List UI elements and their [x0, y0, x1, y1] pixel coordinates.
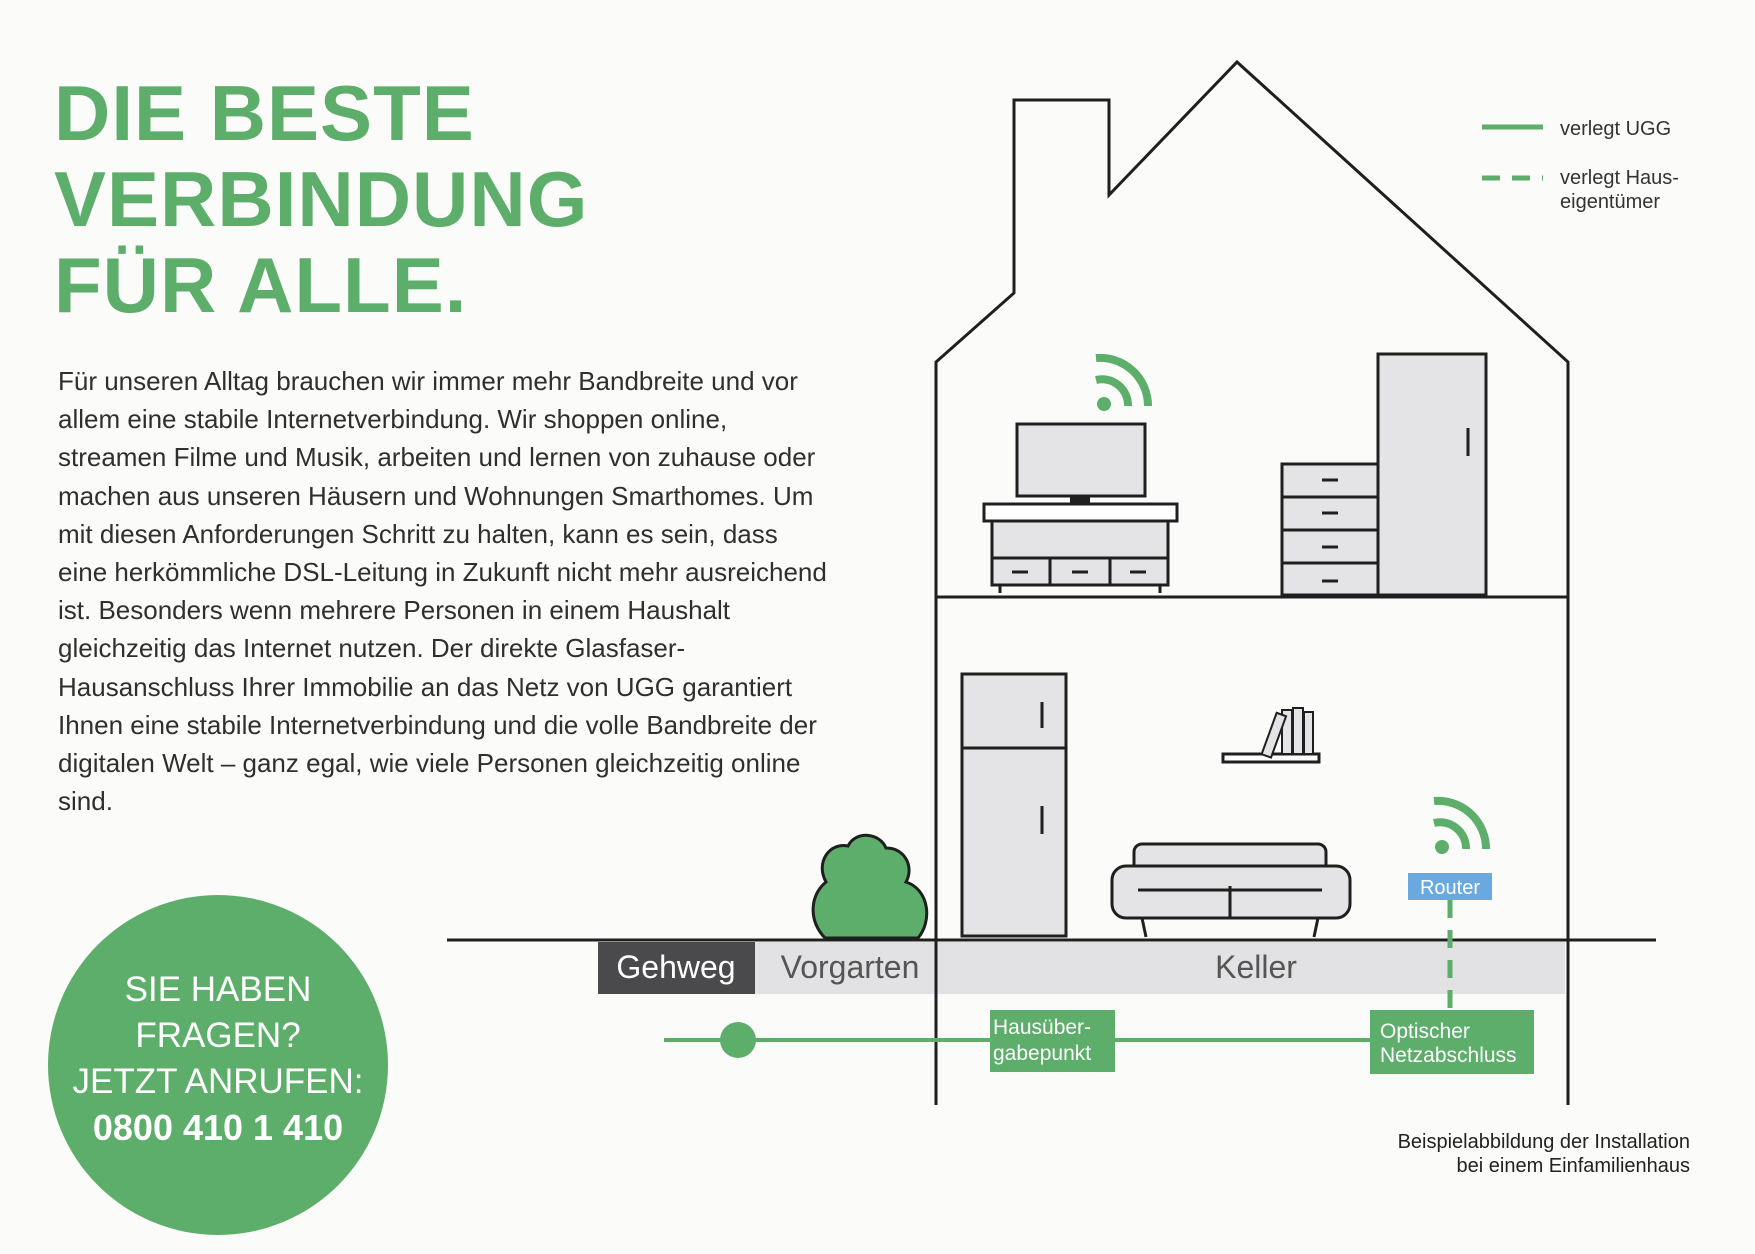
wifi-icon — [1096, 358, 1148, 411]
wifi-icon — [1434, 801, 1486, 854]
legend-solid-label: verlegt UGG — [1560, 118, 1672, 140]
headline-line-2: VERBINDUNG — [54, 155, 589, 243]
sideboard-icon — [984, 504, 1177, 593]
headline-line-1: DIE BESTE — [54, 69, 475, 157]
vorgarten-label: Vorgarten — [780, 949, 920, 985]
phone-number[interactable]: 0800 410 1 410 — [92, 1107, 344, 1148]
call-line-1: SIE HABEN — [124, 970, 312, 1009]
call-line-3: JETZT ANRUFEN: — [72, 1062, 364, 1101]
illustration-caption — [1250, 1130, 1690, 1178]
headline-line-3: FÜR ALLE. — [54, 241, 468, 329]
legend-dashed-label-line-1: verlegt Haus- — [1560, 167, 1679, 189]
router-label: Router — [1419, 877, 1481, 899]
caption-line-1: Beispielabbildung der Installation — [1397, 1131, 1690, 1153]
legend — [1482, 118, 1679, 213]
hausuebergabepunkt-line-1: Hausüber- — [993, 1016, 1092, 1039]
optischer-netzabschluss-line-2: Netzabschluss — [1380, 1044, 1517, 1067]
bush-icon — [813, 835, 927, 938]
sofa-icon — [1112, 844, 1350, 937]
legend-dashed-label-line-2: eigentümer — [1560, 191, 1661, 213]
bookshelf-icon — [1223, 708, 1319, 762]
fridge-icon — [962, 674, 1066, 936]
call-line-2: FRAGEN? — [135, 1016, 301, 1055]
tv-icon — [1017, 424, 1145, 504]
fiber-connection-point — [720, 1022, 756, 1058]
optischer-netzabschluss-line-1: Optischer — [1380, 1020, 1470, 1043]
wardrobe-icon — [1378, 354, 1486, 595]
caption-line-2: bei einem Einfamilienhaus — [1456, 1155, 1690, 1177]
keller-label: Keller — [1215, 949, 1297, 985]
intro-paragraph: Für unseren Alltag brauchen wir immer mehr Bandbreite und vor allem eine stabile Internetverbindung. Wir shoppen online, streamen Filme und Musik, arbeiten und lernen von zuhause oder machen aus unseren Häusern und Wohnungen Smarthomes. Um mit diesen Anforderungen Schritt zu halten, kann es sein, dass eine herkömmliche DSL-Leitung in Zukunft nicht mehr ausreichend ist. Besonders wenn mehrere Personen in einem Haushalt gleichzeitig das Internet nutzen. Der direkte Glasfaser-Hausanschluss Ihrer Immobilie an das Netz von UGG garantiert Ihnen eine stabile Internetverbindung und die volle Bandbreite der digitalen Welt – ganz egal, wie viele Personen gleichzeitig online sind. — [58, 366, 827, 817]
chest-of-drawers-icon — [1282, 464, 1378, 595]
gehweg-label: Gehweg — [616, 949, 736, 985]
hausuebergabepunkt-line-2: gabepunkt — [993, 1042, 1092, 1065]
